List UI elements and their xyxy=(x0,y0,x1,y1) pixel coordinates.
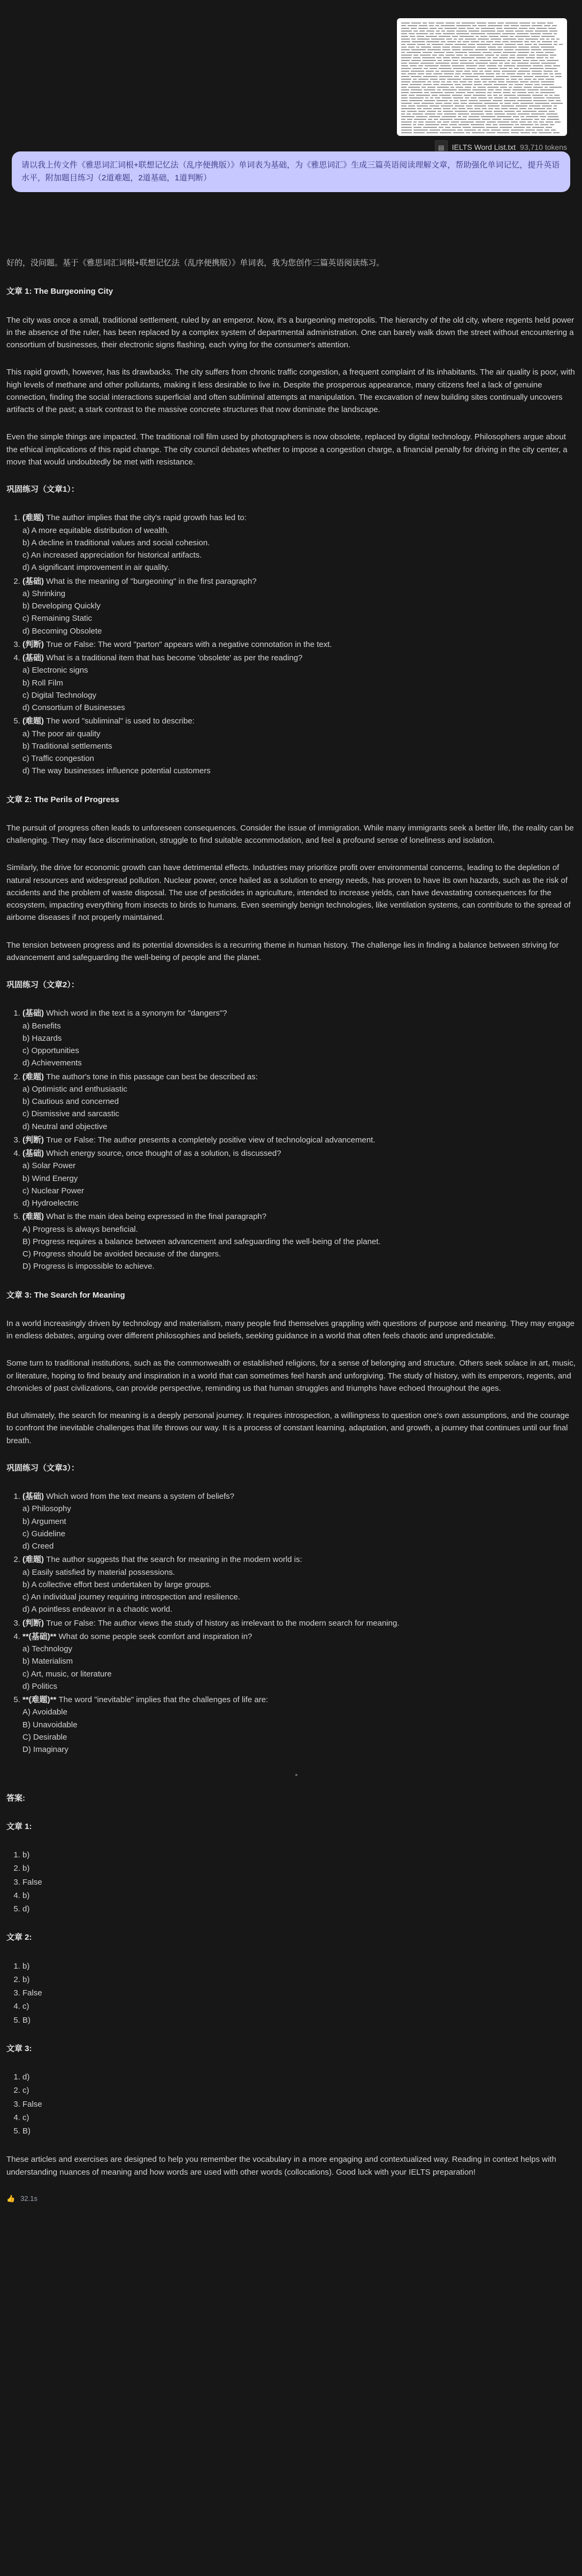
article-section xyxy=(6,285,576,777)
question-item xyxy=(22,1210,576,1272)
article-section xyxy=(6,794,576,1273)
answer-option: b) Cautious and concerned xyxy=(22,1097,119,1106)
question-item xyxy=(22,715,576,777)
attachment-card[interactable] xyxy=(397,18,567,155)
answer-option: a) A more equitable distribution of wealth. xyxy=(22,525,170,535)
answer-option: d) Achievements xyxy=(22,1058,82,1068)
answer-option: a) Easily satisfied by material possessions. xyxy=(22,1567,175,1577)
article-paragraph: This rapid growth, however, has its drawbacks. The city suffers from chronic traffic congestion, a frequent complaint of its inhabitants. The air quality is poor, with high levels of methane and other pollutants, making it less desirable to live in. Despite the prosperous appearance, many citizens feel a lack of genuine connection, finding the social interactions superficial and often subliminal attempts at manipulation. The excavation of new building sites continually uncovers artifacts of the past; a stark contrast to the massive concrete structures that now dominate the landscape. xyxy=(6,368,575,414)
answer-item: 2. c) xyxy=(22,2084,576,2097)
user-message: 请以我上传文件《雅思词汇词根+联想记忆法（乱序便携版）》单词表为基础，为《雅思词汇》生成三篇英语阅读理解文章，帮助强化单词记忆，提升英语水平，附加题目练习（2道难题，2道基础，1道判断） xyxy=(12,151,570,192)
answer-option: d) Creed xyxy=(22,1542,54,1551)
answer-option: B) Progress requires a balance between advancement and safeguarding the well-being of the planet. xyxy=(22,1237,381,1246)
answer-option: b) Traditional settlements xyxy=(22,741,112,751)
question-item xyxy=(22,1071,576,1133)
question-tag: (判断) xyxy=(22,1135,44,1145)
article-paragraph: Even the simple things are impacted. The traditional roll film used by photographers is now obsolete, replaced by digital technology. Philosophers argue about the ethical implications of this rapid change. The city council debates whether to impose a congestion charge, a financial penalty for driving in the city center, a move that would undoubtedly be met with resistance. xyxy=(6,432,568,467)
answer-option: A) Progress is always beneficial. xyxy=(22,1224,138,1234)
question-text: What is the meaning of "burgeoning" in the first paragraph? xyxy=(46,576,257,586)
article-paragraph: The tension between progress and its potential downsides is a recurring theme in human history. The challenge lies in finding a balance between striving for advancement and safeguarding the well-being of people and the planet. xyxy=(6,940,559,962)
answers-title: 答案: xyxy=(6,1793,25,1803)
question-text: What is the main idea being expressed in the final paragraph? xyxy=(46,1212,267,1222)
answer-item: 3. False xyxy=(22,2098,576,2110)
answer-list xyxy=(6,2071,576,2137)
file-name: IELTS Word List.txt xyxy=(451,143,516,152)
answer-option: b) A decline in traditional values and social cohesion. xyxy=(22,538,210,547)
answer-item: 2. b) xyxy=(22,1862,576,1874)
answer-option: a) Shrinking xyxy=(22,589,66,598)
article-paragraph: In a world increasingly driven by technology and materialism, many people find themselves grappling with questions of purpose and meaning. They may engage in endless debates, arguing over different philosophies and beliefs, seeking guidance in a world that often feels chaotic and unpredictable. xyxy=(6,1319,575,1340)
question-item xyxy=(22,1490,576,1552)
answer-option: c) Traffic congestion xyxy=(22,754,94,763)
answer-item: 1. b) xyxy=(22,1960,576,1972)
answer-option: C) Desirable xyxy=(22,1732,67,1742)
question-item xyxy=(22,1630,576,1693)
answer-option: d) Becoming Obsolete xyxy=(22,626,102,636)
answer-option: b) A collective effort best undertaken by large groups. xyxy=(22,1580,212,1589)
question-tag: (基础) xyxy=(22,1492,44,1501)
article-paragraph: But ultimately, the search for meaning is a deeply personal journey. It requires introspection, a willingness to question one's own assumptions, and the courage to confront the inevitable challenges that life throws our way. It is a process of constant learning, adaptation, and growth, a journey that continues until our final breath. xyxy=(6,1411,570,1445)
question-item xyxy=(22,1553,576,1615)
question-text: True or False: The author presents a completely positive view of technological advancement. xyxy=(46,1135,376,1145)
answer-list xyxy=(6,1960,576,2026)
answer-option: a) Electronic signs xyxy=(22,666,88,675)
answer-option: C) Progress should be avoided because of the dangers. xyxy=(22,1249,221,1259)
answer-option: c) Nuclear Power xyxy=(22,1186,85,1195)
exercise-title: 巩固练习（文章1）： xyxy=(6,485,79,494)
question-text: The author implies that the city's rapid growth has led to: xyxy=(46,513,247,523)
question-text: The word "subliminal" is used to describe: xyxy=(46,717,195,726)
article-paragraph: Similarly, the drive for economic growth can have detrimental effects. Industries may prioritize profit over environmental concerns, leading to the depletion of natural resources and widespread pollution. Nuclear power, once hailed as a solution to energy needs, has proven to have its own hazards, such as the risk of accidents and the problem of waste disposal. The use of pesticides in agriculture, intended to increase yields, can have devastating consequences for the ecosystem, impacting everything from insects to birds to humans. Even seemingly benign technologies, like ventilation systems, can contribute to the spread of airborne diseases if not properly maintained. xyxy=(6,863,571,923)
question-tag: (基础) xyxy=(22,1149,44,1158)
answer-option: D) Imaginary xyxy=(22,1745,68,1754)
question-tag: (判断) xyxy=(22,1618,44,1628)
answer-option: c) Opportunities xyxy=(22,1046,79,1055)
answer-option: c) Dismissive and sarcastic xyxy=(22,1109,119,1119)
question-text: What do some people seek comfort and inspiration in? xyxy=(58,1632,252,1641)
file-preview-thumbnail[interactable] xyxy=(397,18,567,136)
answer-option: d) Hydroelectric xyxy=(22,1199,79,1208)
answer-item: 4. b) xyxy=(22,1889,576,1902)
answer-option: d) A pointless endeavor in a chaotic world. xyxy=(22,1605,173,1614)
question-tag: **(基础)** xyxy=(22,1632,57,1641)
question-item xyxy=(22,1617,576,1629)
answer-item: 5. d) xyxy=(22,1903,576,1915)
question-tag: (难题) xyxy=(22,717,44,726)
answer-group-label: 文章 2: xyxy=(6,1933,32,1942)
question-item xyxy=(22,1134,576,1146)
answer-option: d) The way businesses influence potential customers xyxy=(22,766,211,776)
closing-text: These articles and exercises are designed to help you remember the vocabulary in a more engaging and contextualized way. Reading in context helps with understanding nuances of meaning and how words are used with other words (collocations). Good luck with your IELTS preparation! xyxy=(6,2155,556,2177)
article-title: 文章 3: The Search for Meaning xyxy=(6,1290,125,1300)
question-tag: (难题) xyxy=(22,1212,44,1222)
answer-option: c) An increased appreciation for historical artifacts. xyxy=(22,551,202,560)
question-item xyxy=(22,638,576,651)
answer-item: 2. b) xyxy=(22,1973,576,1986)
question-item xyxy=(22,652,576,714)
exercise-title: 巩固练习（文章3）： xyxy=(6,1463,79,1473)
answer-item: 5. B) xyxy=(22,2014,576,2026)
answer-option: c) Art, music, or literature xyxy=(22,1669,112,1679)
thumbs-up-icon[interactable]: 👍 xyxy=(6,2194,16,2202)
answer-option: a) Optimistic and enthusiastic xyxy=(22,1084,127,1094)
answer-option: d) Consortium of Businesses xyxy=(22,703,125,712)
answer-list xyxy=(6,1849,576,1915)
answer-option: c) An individual journey requiring introspection and resilience. xyxy=(22,1592,240,1602)
question-text: Which energy source, once thought of as a solution, is discussed? xyxy=(46,1149,281,1158)
question-tag: (难题) xyxy=(22,513,44,523)
answer-option: a) Technology xyxy=(22,1644,73,1653)
question-text: True or False: The word "parton" appears with a negative connotation in the text. xyxy=(46,639,332,649)
article-paragraph: Some turn to traditional institutions, such as the commonwealth or established religions, for a sense of belonging and structure. Others seek solace in art, music, or literature, hoping to find beauty and inspiration in a world that can sometimes feel harsh and unforgiving. The study of history, with its emperors, regents, and chronicles of past civilizations, can provide perspective, reminding us that human struggles and triumphs have echoed throughout the ages. xyxy=(6,1359,576,1393)
question-text: What is a traditional item that has become 'obsolete' as per the reading? xyxy=(46,653,303,662)
articles-container xyxy=(6,285,576,1756)
question-list xyxy=(6,1490,576,1756)
question-text: The author suggests that the search for meaning in the modern world is: xyxy=(46,1555,302,1565)
response-time: 32.1s xyxy=(20,2194,37,2202)
article-section xyxy=(6,1289,576,1756)
answer-item: 4. c) xyxy=(22,2112,576,2124)
file-icon: ▤ xyxy=(435,140,448,155)
answer-item: 1. d) xyxy=(22,2071,576,2083)
answer-option: d) A significant improvement in air quality. xyxy=(22,563,170,573)
answer-option: D) Progress is impossible to achieve. xyxy=(22,1262,155,1271)
answer-option: b) Wind Energy xyxy=(22,1173,78,1183)
answer-item: 1. b) xyxy=(22,1849,576,1861)
token-count: 93,710 tokens xyxy=(520,143,567,152)
question-text: Which word in the text is a synonym for "dangers"? xyxy=(46,1009,227,1018)
answer-option: a) Benefits xyxy=(22,1021,61,1031)
question-tag: (难题) xyxy=(22,1072,44,1081)
question-tag: (基础) xyxy=(22,653,44,662)
answer-option: c) Remaining Static xyxy=(22,614,93,623)
answer-option: c) Digital Technology xyxy=(22,690,97,700)
question-item xyxy=(22,1007,576,1069)
answer-option: c) Guideline xyxy=(22,1529,66,1538)
answers-section xyxy=(6,1792,576,2138)
answer-option: B) Unavoidable xyxy=(22,1720,78,1729)
answer-option: b) Materialism xyxy=(22,1657,73,1666)
question-list xyxy=(6,1007,576,1272)
question-tag: (基础) xyxy=(22,576,44,586)
article-title: 文章 2: The Perils of Progress xyxy=(6,795,119,804)
question-item xyxy=(22,1694,576,1756)
question-tag: **(难题)** xyxy=(22,1695,57,1704)
answer-option: b) Developing Quickly xyxy=(22,601,101,611)
question-tag: (判断) xyxy=(22,639,44,649)
question-text: The word "inevitable" implies that the challenges of life are: xyxy=(58,1695,269,1704)
response-intro: 好的，没问题。基于《雅思词汇词根+联想记忆法（乱序便携版）》单词表，我为您创作三篇英语阅读练习。 xyxy=(6,258,385,268)
question-text: Which word from the text means a system of beliefs? xyxy=(46,1492,234,1501)
answer-option: a) Solar Power xyxy=(22,1161,76,1171)
answer-item: 3. False xyxy=(22,1987,576,1999)
question-item xyxy=(22,1147,576,1209)
answer-option: d) Politics xyxy=(22,1681,58,1691)
file-preview-text-lines xyxy=(397,18,567,136)
assistant-response xyxy=(6,257,576,2204)
article-paragraph: The pursuit of progress often leads to unforeseen consequences. Consider the issue of immigration. While many immigrants seek a better life, the reality can be challenging. They may face discrimination, struggle to find suitable accommodation, and feel a profound sense of loneliness and isolation. xyxy=(6,823,574,845)
answer-item: 4. c) xyxy=(22,2000,576,2013)
question-text: True or False: The author views the study of history as irrelevant to the modern search for meaning. xyxy=(46,1618,400,1628)
answer-groups xyxy=(6,1820,576,2138)
answer-group-label: 文章 1: xyxy=(6,1822,32,1831)
response-stats xyxy=(6,2193,576,2204)
question-list xyxy=(6,512,576,777)
article-title: 文章 1: The Burgeoning City xyxy=(6,287,113,296)
answer-group-label: 文章 3: xyxy=(6,2044,32,2053)
answer-item: 3. False xyxy=(22,1876,576,1888)
article-paragraph: The city was once a small, traditional settlement, ruled by an emperor. Now, it's a burgeoning metropolis. The hierarchy of the old city, where regents held power in the absence of the ruler, has been replaced by a complex system of departmental administration. One can barely walk down the street without encountering a consortium of businesses, their electronic signs flashing, each vying for the consumer's attention. xyxy=(6,315,575,349)
question-tag: (基础) xyxy=(22,1009,44,1018)
answer-option: a) Philosophy xyxy=(22,1504,71,1514)
exercise-title: 巩固练习（文章2）： xyxy=(6,980,79,989)
answer-option: b) Argument xyxy=(22,1516,66,1526)
divider-dot xyxy=(295,1774,297,1776)
answer-option: b) Roll Film xyxy=(22,678,63,688)
question-text: The author's tone in this passage can best be described as: xyxy=(46,1072,258,1081)
question-tag: (难题) xyxy=(22,1555,44,1565)
answer-option: a) The poor air quality xyxy=(22,729,101,738)
question-item xyxy=(22,512,576,574)
question-item xyxy=(22,575,576,637)
answer-item: 5. B) xyxy=(22,2125,576,2137)
answer-option: d) Neutral and objective xyxy=(22,1122,108,1131)
answer-option: A) Avoidable xyxy=(22,1708,67,1717)
answer-option: b) Hazards xyxy=(22,1033,62,1043)
